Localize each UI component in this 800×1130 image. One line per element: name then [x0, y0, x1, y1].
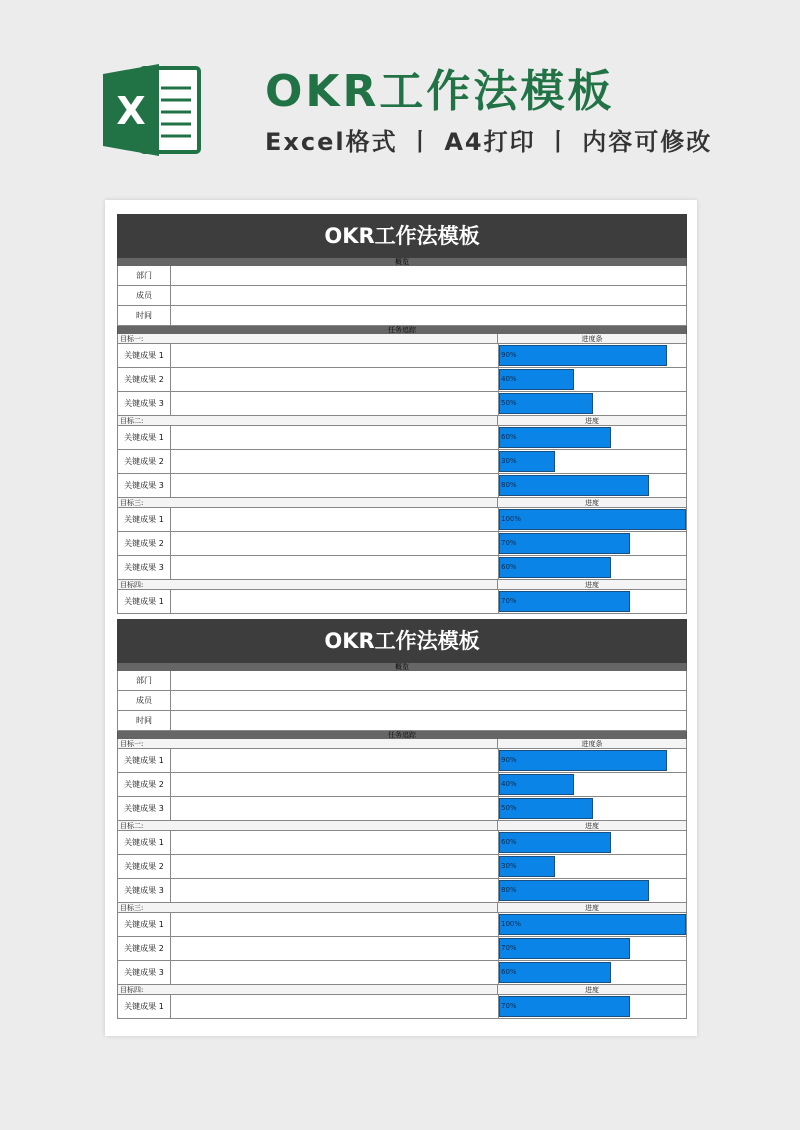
goal-header — [117, 821, 687, 831]
page-subtitle: Excel格式 丨 A4打印 丨 内容可修改 — [265, 128, 713, 156]
progress-percent: 50% — [501, 399, 517, 407]
progress-cell[interactable] — [499, 913, 686, 936]
progress-percent: 80% — [501, 481, 517, 489]
progress-cell[interactable] — [499, 474, 686, 497]
goal-header — [117, 739, 687, 749]
progress-cell[interactable] — [499, 450, 686, 473]
progress-percent: 60% — [501, 563, 517, 571]
key-result-label: 关键成果 2 — [118, 855, 171, 878]
goal-header — [117, 580, 687, 590]
progress-bar — [499, 509, 686, 530]
progress-percent: 70% — [501, 539, 517, 547]
key-result-label: 关键成果 2 — [118, 450, 171, 473]
progress-percent: 90% — [501, 351, 517, 359]
key-result-content-cell[interactable] — [171, 831, 499, 854]
info-value-cell[interactable] — [171, 306, 686, 325]
key-result-label: 关键成果 3 — [118, 474, 171, 497]
key-result-row — [117, 879, 687, 903]
info-label: 成员 — [118, 691, 171, 710]
progress-percent: 60% — [501, 968, 517, 976]
progress-column-header: 进度 — [498, 498, 686, 507]
key-result-content-cell[interactable] — [171, 392, 499, 415]
progress-bar — [499, 880, 649, 901]
progress-percent: 40% — [501, 375, 517, 383]
key-result-label: 关键成果 1 — [118, 344, 171, 367]
info-row — [117, 306, 687, 326]
key-result-row — [117, 913, 687, 937]
info-value-cell[interactable] — [171, 711, 686, 730]
key-result-label: 关键成果 3 — [118, 392, 171, 415]
goal-header — [117, 334, 687, 344]
goal-name[interactable]: 目标三: — [118, 498, 498, 507]
key-result-row — [117, 450, 687, 474]
key-result-label: 关键成果 2 — [118, 368, 171, 391]
goal-header — [117, 985, 687, 995]
progress-percent: 70% — [501, 597, 517, 605]
key-result-row — [117, 556, 687, 580]
key-result-row — [117, 773, 687, 797]
excel-icon — [103, 62, 203, 158]
key-result-label: 关键成果 2 — [118, 532, 171, 555]
key-result-label: 关键成果 3 — [118, 797, 171, 820]
info-value-cell[interactable] — [171, 286, 686, 305]
key-result-label: 关键成果 3 — [118, 961, 171, 984]
okr-sheet — [117, 214, 687, 614]
info-label: 时间 — [118, 306, 171, 325]
overview-section-bar: 概览 — [117, 663, 687, 671]
key-result-row — [117, 749, 687, 773]
key-result-row — [117, 797, 687, 821]
progress-percent: 70% — [501, 1002, 517, 1010]
tracking-section-bar: 任务追踪 — [117, 326, 687, 334]
progress-column-header: 进度 — [498, 416, 686, 425]
progress-cell[interactable] — [499, 831, 686, 854]
progress-column-header: 进度条 — [498, 334, 686, 343]
progress-cell[interactable] — [499, 961, 686, 984]
progress-column-header: 进度 — [498, 821, 686, 830]
progress-percent: 80% — [501, 886, 517, 894]
progress-cell[interactable] — [499, 508, 686, 531]
info-row — [117, 266, 687, 286]
goal-header — [117, 416, 687, 426]
progress-percent: 50% — [501, 804, 517, 812]
progress-cell[interactable] — [499, 879, 686, 902]
info-row — [117, 286, 687, 306]
key-result-content-cell[interactable] — [171, 879, 499, 902]
progress-cell[interactable] — [499, 532, 686, 555]
info-row — [117, 711, 687, 731]
key-result-label: 关键成果 1 — [118, 995, 171, 1018]
key-result-label: 关键成果 1 — [118, 590, 171, 613]
key-result-content-cell[interactable] — [171, 855, 499, 878]
key-result-label: 关键成果 1 — [118, 508, 171, 531]
info-row — [117, 691, 687, 711]
progress-bar — [499, 345, 667, 366]
key-result-row — [117, 426, 687, 450]
progress-bar — [499, 533, 630, 554]
progress-cell[interactable] — [499, 556, 686, 579]
key-result-row — [117, 590, 687, 614]
progress-percent: 100% — [501, 515, 522, 523]
progress-cell[interactable] — [499, 368, 686, 391]
document-paper — [105, 200, 697, 1036]
key-result-row — [117, 855, 687, 879]
progress-percent: 30% — [501, 457, 517, 465]
info-value-cell[interactable] — [171, 671, 686, 690]
key-result-content-cell[interactable] — [171, 508, 499, 531]
key-result-row — [117, 474, 687, 498]
key-result-content-cell[interactable] — [171, 344, 499, 367]
progress-bar — [499, 938, 630, 959]
progress-percent: 90% — [501, 756, 517, 764]
progress-cell[interactable] — [499, 855, 686, 878]
goal-name[interactable]: 目标一: — [118, 739, 498, 748]
goal-header — [117, 903, 687, 913]
progress-cell[interactable] — [499, 344, 686, 367]
progress-cell[interactable] — [499, 749, 686, 772]
key-result-label: 关键成果 1 — [118, 913, 171, 936]
progress-cell[interactable] — [499, 995, 686, 1018]
goal-name[interactable]: 目标四: — [118, 985, 498, 994]
logo-letter: X — [116, 89, 146, 133]
info-value-cell[interactable] — [171, 266, 686, 285]
goal-name[interactable]: 目标一: — [118, 334, 498, 343]
key-result-content-cell[interactable] — [171, 797, 499, 820]
progress-percent: 100% — [501, 920, 522, 928]
progress-column-header: 进度条 — [498, 739, 686, 748]
key-result-row — [117, 532, 687, 556]
key-result-content-cell[interactable] — [171, 474, 499, 497]
tracking-section-bar: 任务追踪 — [117, 731, 687, 739]
key-result-content-cell[interactable] — [171, 368, 499, 391]
progress-bar — [499, 996, 630, 1017]
progress-percent: 30% — [501, 862, 517, 870]
sheet-title: OKR工作法模板 — [117, 619, 687, 663]
key-result-label: 关键成果 1 — [118, 831, 171, 854]
key-result-content-cell[interactable] — [171, 426, 499, 449]
key-result-content-cell[interactable] — [171, 749, 499, 772]
goal-name[interactable]: 目标二: — [118, 416, 498, 425]
key-result-content-cell[interactable] — [171, 937, 499, 960]
key-result-row — [117, 392, 687, 416]
page-title: OKR工作法模板 — [265, 66, 615, 117]
key-result-label: 关键成果 3 — [118, 556, 171, 579]
progress-bar — [499, 475, 649, 496]
key-result-row — [117, 961, 687, 985]
key-result-label: 关键成果 1 — [118, 426, 171, 449]
progress-bar — [499, 591, 630, 612]
progress-bar — [499, 750, 667, 771]
key-result-row — [117, 368, 687, 392]
progress-cell[interactable] — [499, 392, 686, 415]
progress-bar — [499, 914, 686, 935]
key-result-label: 关键成果 2 — [118, 937, 171, 960]
key-result-label: 关键成果 1 — [118, 749, 171, 772]
key-result-label: 关键成果 3 — [118, 879, 171, 902]
key-result-content-cell[interactable] — [171, 913, 499, 936]
progress-percent: 60% — [501, 838, 517, 846]
info-label: 部门 — [118, 266, 171, 285]
progress-cell[interactable] — [499, 590, 686, 613]
progress-percent: 60% — [501, 433, 517, 441]
key-result-row — [117, 508, 687, 532]
progress-percent: 70% — [501, 944, 517, 952]
overview-section-bar: 概览 — [117, 258, 687, 266]
progress-cell[interactable] — [499, 426, 686, 449]
key-result-row — [117, 344, 687, 368]
info-value-cell[interactable] — [171, 691, 686, 710]
page-header — [0, 0, 800, 200]
progress-column-header: 进度 — [498, 580, 686, 589]
key-result-content-cell[interactable] — [171, 556, 499, 579]
okr-sheet — [117, 619, 687, 1019]
info-label: 时间 — [118, 711, 171, 730]
goal-header — [117, 498, 687, 508]
key-result-content-cell[interactable] — [171, 590, 499, 613]
progress-percent: 40% — [501, 780, 517, 788]
key-result-content-cell[interactable] — [171, 773, 499, 796]
progress-column-header: 进度 — [498, 985, 686, 994]
goal-name[interactable]: 目标二: — [118, 821, 498, 830]
progress-cell[interactable] — [499, 937, 686, 960]
key-result-row — [117, 831, 687, 855]
info-label: 成员 — [118, 286, 171, 305]
progress-cell[interactable] — [499, 773, 686, 796]
key-result-row — [117, 937, 687, 961]
sheet-title: OKR工作法模板 — [117, 214, 687, 258]
progress-cell[interactable] — [499, 797, 686, 820]
goal-name[interactable]: 目标三: — [118, 903, 498, 912]
info-label: 部门 — [118, 671, 171, 690]
key-result-content-cell[interactable] — [171, 532, 499, 555]
goal-name[interactable]: 目标四: — [118, 580, 498, 589]
key-result-label: 关键成果 2 — [118, 773, 171, 796]
progress-column-header: 进度 — [498, 903, 686, 912]
key-result-content-cell[interactable] — [171, 450, 499, 473]
key-result-content-cell[interactable] — [171, 995, 499, 1018]
key-result-row — [117, 995, 687, 1019]
key-result-content-cell[interactable] — [171, 961, 499, 984]
info-row — [117, 671, 687, 691]
